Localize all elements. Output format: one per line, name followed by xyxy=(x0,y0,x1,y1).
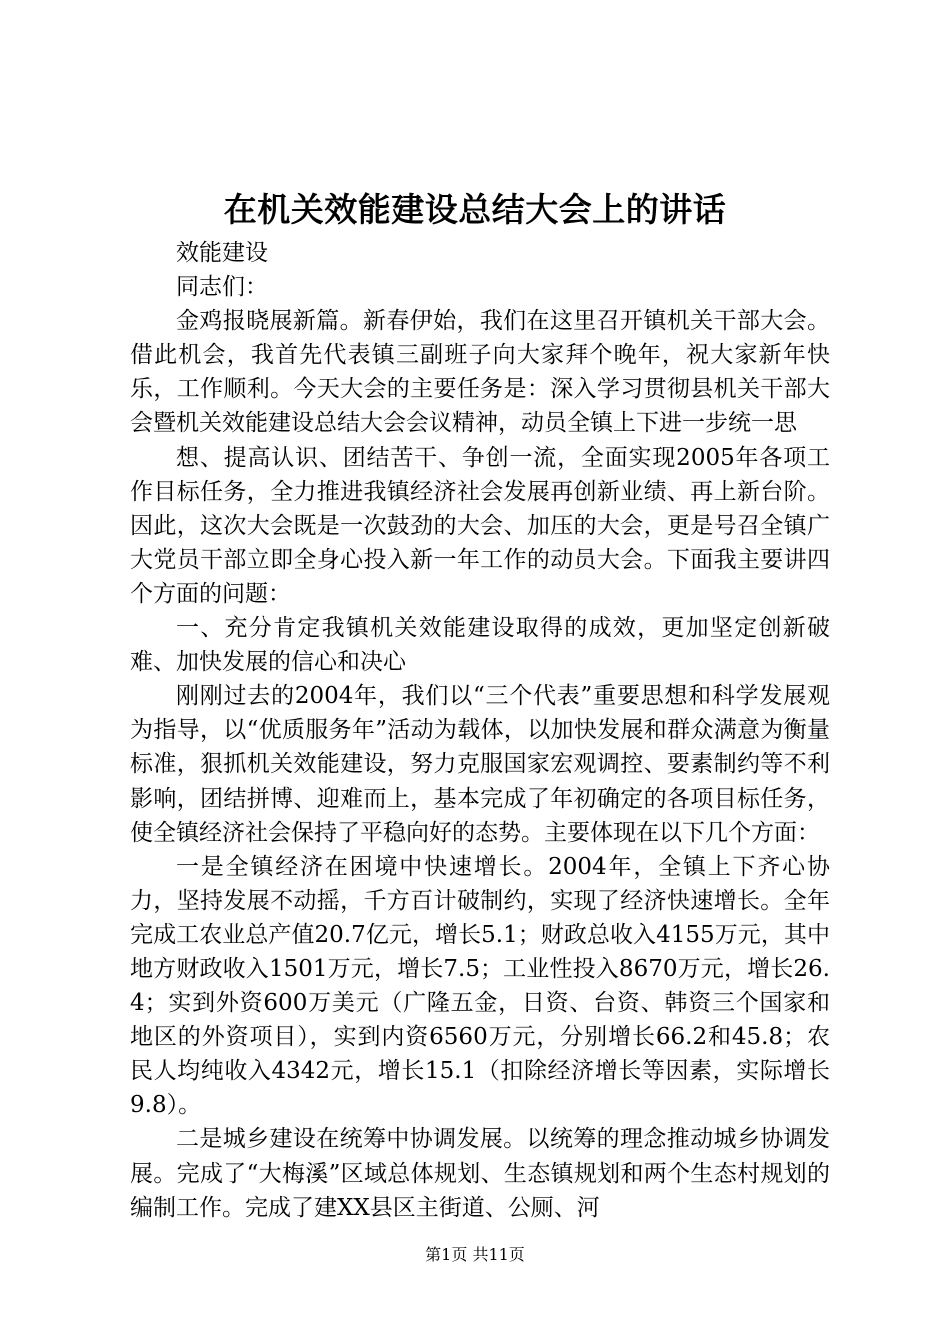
document-body xyxy=(130,236,830,1225)
paragraph-keyword: 效能建设 xyxy=(176,240,268,266)
section-heading-one: 一、充分肯定我镇机关效能建设取得的成效，更加坚定创新破难、加快发展的信心和决心 xyxy=(130,615,830,676)
paragraph-review: 刚刚过去的2004年，我们以“三个代表”重要思想和科学发展观为指导，以“优质服务年”活动为载体，以加快发展和群众满意为衡量标准，狠抓机关效能建设，努力克服国家宏观调控、要素制约等不利影响，团结拼博、迎难而上，基本完成了年初确定的各项目标任务，使全镇经济社会保持了平稳向好的态势。主要体现在以下几个方面： xyxy=(130,683,830,846)
paragraph-salutation: 同志们： xyxy=(176,274,268,301)
paragraph-opening: 金鸡报晓展新篇。新春伊始，我们在这里召开镇机关干部大会。借此机会，我首先代表镇三副班子向大家拜个晚年，祝大家新年快乐，工作顺利。今天大会的主要任务是：深入学习贯彻县机关干部大会暨机关效能建设总结大会会议精神，动员全镇上下进一步统一思 xyxy=(130,308,830,437)
paragraph-purpose: 想、提高认识、团结苦干、争创一流，全面实现2005年各项工作目标任务，全力推进我镇经济社会发展再创新业绩、再上新台阶。因此，这次大会既是一次鼓劲的大会、加压的大会，更是号召全镇广大党员干部立即全身心投入新一年工作的动员大会。下面我主要讲四个方面的问题： xyxy=(130,444,830,607)
paragraph-economy: 一是全镇经济在困境中快速增长。2004年，全镇上下齐心协力，坚持发展不动摇，千方百计破制约，实现了经济快速增长。全年完成工农业总产值20.7亿元，增长5.1；财政总收入4155万元，其中地方财政收入1501万元，增长7.5；工业性投入8670万元，增长26.4；实到外资600万美元（广隆五金，日资、台资、韩资三个国家和地区的外资项目），实到内资6560万元，分别增长66.2和45.8；农民人均纯收入4342元，增长15.1（扣除经济增长等因素，实际增长9.8）。 xyxy=(130,853,830,1119)
paragraph-urban-rural: 二是城乡建设在统筹中协调发展。以统筹的理念推动城乡协调发展。完成了“大梅溪”区域总体规划、生态镇规划和两个生态村规划的编制工作。完成了建XX县区主街道、公厕、河 xyxy=(130,1126,830,1221)
page-number-footer: 第1页 共11页 xyxy=(425,1245,525,1264)
document-title: 在机关效能建设总结大会上的讲话 xyxy=(223,190,727,229)
